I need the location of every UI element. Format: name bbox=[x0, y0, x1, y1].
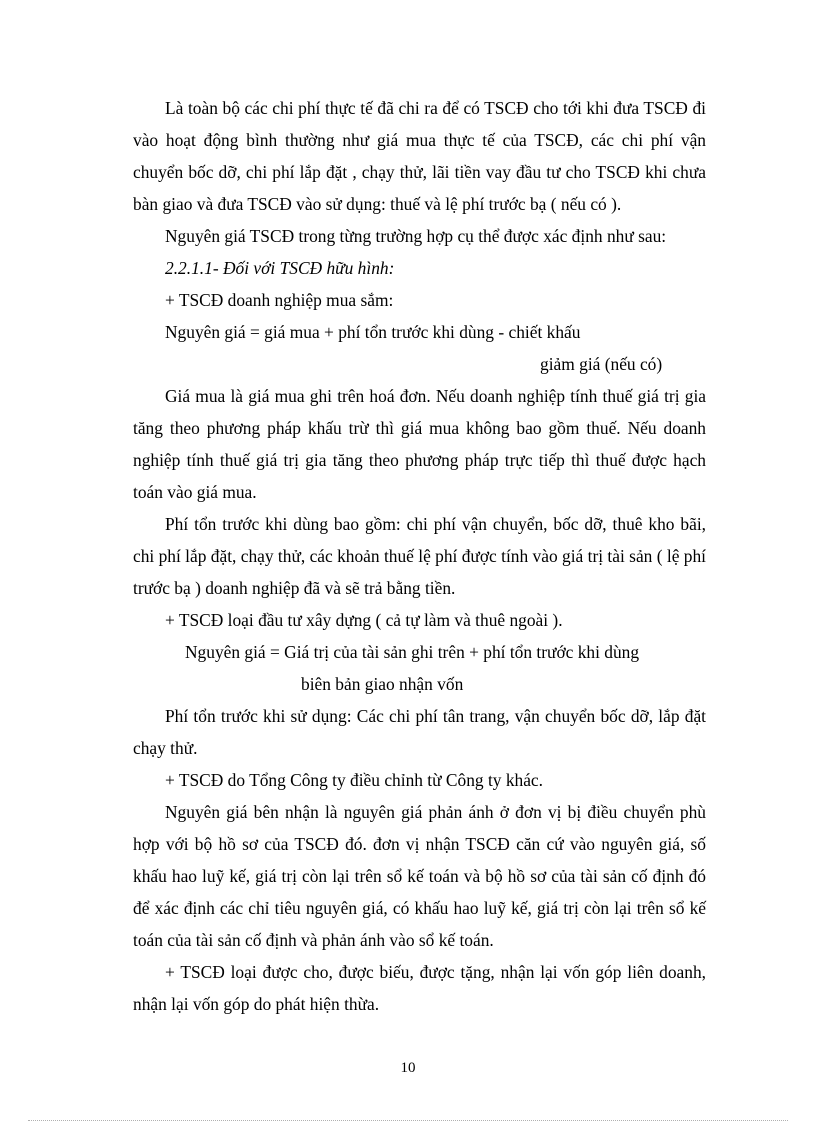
paragraph-pre-use-costs: Phí tổn trước khi dùng bao gồm: chi phí vận chuyển, bốc dỡ, thuê kho bãi, chi phí lắp đặt, chạy thử, các khoản thuế lệ phí được tính vào giá trị tài sản ( lệ phí trước bạ ) doanh nghiệp đã và sẽ trả bằng tiền. bbox=[133, 514, 706, 598]
case-transferred-assets: + TSCĐ do Tổng Công ty điều chỉnh từ Công ty khác. bbox=[165, 770, 543, 790]
case-purchased-assets: + TSCĐ doanh nghiệp mua sắm: bbox=[165, 290, 394, 310]
case-construction-assets: + TSCĐ loại đầu tư xây dựng ( cả tự làm và thuê ngoài ). bbox=[165, 610, 563, 630]
page-bottom-divider bbox=[28, 1120, 788, 1121]
paragraph-purchase-price: Giá mua là giá mua ghi trên hoá đơn. Nếu doanh nghiệp tính thuế giá trị gia tăng theo phương pháp khấu trừ thì giá mua không bao gồm thuế. Nếu doanh nghiệp tính thuế giá trị gia tăng theo phương pháp trực tiếp thì thuế được hạch toán vào giá mua. bbox=[133, 386, 706, 502]
page-body bbox=[133, 92, 706, 1020]
paragraph-cost-definition: Là toàn bộ các chi phí thực tế đã chi ra để có TSCĐ cho tới khi đưa TSCĐ đi vào hoạt động bình thường như giá mua thực tế của TSCĐ, các chi phí vận chuyển bốc dỡ, chi phí lắp đặt , chạy thử, lãi tiền vay đầu tư cho TSCĐ khi chưa bàn giao và đưa TSCĐ vào sử dụng: thuế và lệ phí trước bạ ( nếu có ). bbox=[133, 98, 706, 214]
case-gifted-assets: + TSCĐ loại được cho, được biếu, được tặng, nhận lại vốn góp liên doanh, nhận lại vốn góp do phát hiện thừa. bbox=[133, 962, 706, 1014]
formula-construction-line2: biên bản giao nhận vốn bbox=[301, 674, 464, 694]
section-heading: 2.2.1.1- Đối với TSCĐ hữu hình: bbox=[165, 258, 395, 278]
formula-construction-line1: Nguyên giá = Giá trị của tài sản ghi trên + phí tổn trước khi dùng bbox=[185, 642, 640, 662]
formula-purchase-line2: giảm giá (nếu có) bbox=[540, 354, 663, 374]
page-number: 10 bbox=[400, 1060, 416, 1076]
paragraph-pre-use-costs-construction: Phí tổn trước khi sử dụng: Các chi phí tân trang, vận chuyển bốc dỡ, lắp đặt chạy thử. bbox=[133, 706, 706, 758]
formula-purchase-line1: Nguyên giá = giá mua + phí tổn trước khi dùng - chiết khấu bbox=[165, 322, 581, 342]
paragraph-cost-cases-intro: Nguyên giá TSCĐ trong từng trường hợp cụ thể được xác định như sau: bbox=[165, 226, 667, 246]
paragraph-transferred-cost: Nguyên giá bên nhận là nguyên giá phản ánh ở đơn vị bị điều chuyển phù hợp với bộ hồ sơ của TSCĐ đó. đơn vị nhận TSCĐ căn cứ vào nguyên giá, số khấu hao luỹ kế, giá trị còn lại trên sổ kế toán và bộ hồ sơ của tài sản cố định đó để xác định các chỉ tiêu nguyên giá, có khấu hao luỹ kế, giá trị còn lại trên sổ kế toán của tài sản cố định và phản ánh vào sổ kế toán. bbox=[133, 802, 706, 950]
